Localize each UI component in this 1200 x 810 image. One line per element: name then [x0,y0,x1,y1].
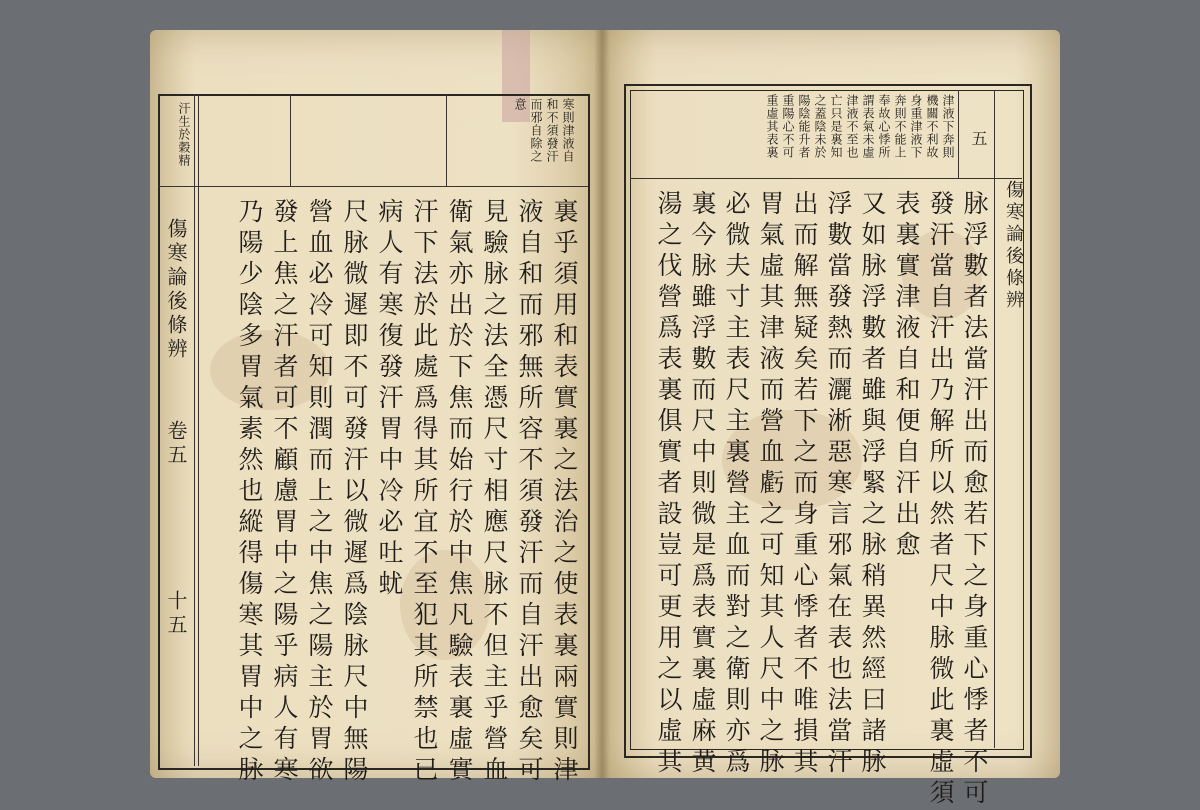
right-note-4: 奔則不能上 [893,94,907,159]
left-text-col-2: 液自和而邪無所容不須發汗而自汗出愈矣可 [515,198,544,787]
right-header-label: 五 [969,130,988,147]
right-text-col-6: 出而解無疑矣若下之而身重心悸者不唯損其 [790,190,819,779]
right-text-col-7: 胃氣虛其津液而營血虧之可知其人尺中之脉 [756,190,785,779]
left-spine-page: 十五 [164,590,188,638]
left-text-col-5: 汗下法於此處爲得其所宜不至犯其所禁也已 [410,198,439,787]
left-note-1: 寒則津液自 [561,98,575,163]
right-text-col-1: 脉浮數者法當汗出而愈若下之身重心悸者不可 [960,190,989,810]
right-text-col-3: 表裏實津液自和便自汗出愈 [892,190,921,562]
right-note-3: 身重津液下 [909,94,923,159]
left-header-note: 汗生於穀精 [177,102,191,167]
left-text-col-8: 營血必冷可知則潤而上之中焦之陽主於胃欲 [305,198,334,787]
right-note-11: 重陽心不可 [781,94,795,159]
left-page [150,30,602,787]
right-note-12: 重虛其表裏 [765,94,779,159]
right-note-1: 津液下奔則 [941,94,955,159]
left-note-3: 而邪自除之 [529,98,543,163]
left-spine-volume: 卷五 [164,420,188,468]
left-text-col-10: 乃陽少陰多胃氣素然也縱得傷寒其胃中之脉 [235,198,264,787]
right-note-8: 亡只是裏知 [829,94,843,159]
left-note-2: 和不須發汗 [545,98,559,163]
right-text-col-8: 必微夫寸主表尺主裏營主血而對之衛則亦爲 [722,190,751,779]
right-spine-title: 傷寒論後條辨 [1003,180,1024,312]
left-text-col-6: 病人有寒復發汗胃中冷必吐蚘 [375,198,404,601]
right-text-col-10: 湯之伐營爲表裏俱實者設豈可更用之以虛其 [654,190,683,779]
open-book [150,30,1060,810]
right-note-6: 謂表氣未虛 [861,94,875,159]
left-note-4: 意 [513,98,527,111]
right-note-2: 機關不利故 [925,94,939,159]
right-text-col-9: 裏今脉雖浮數而尺中則微是爲表實裏虛麻黄 [688,190,717,779]
right-note-5: 奉故心悸所 [877,94,891,159]
right-note-9: 之蓋陰未於 [813,94,827,159]
left-text-col-1: 裏乎須用和表實裏之法治之使表裏兩實則津 [550,198,579,787]
right-note-10: 陽陰能升者 [797,94,811,159]
right-text-col-4: 又如脉浮數者雖與浮緊之脉稍異然經曰諸脉 [858,190,887,779]
right-text-col-2: 發汗當自汗出乃解所以然者尺中脉微此裏虛須 [926,190,955,810]
book-gutter [594,30,610,778]
left-spine-title: 傷寒論後條辨 [164,218,188,362]
left-text-col-7: 尺脉微遲即不可發汗以微遲爲陰脉尺中無陽 [340,198,369,787]
left-text-col-3: 見驗脉之法全憑尺寸相應尺脉不但主乎營血 [480,198,509,787]
left-text-col-9: 發上焦之汗者可不顧慮胃中之陽乎病人有寒 [270,198,299,787]
right-text-col-5: 浮數當發熱而灑淅惡寒言邪氣在表也法當汗 [824,190,853,779]
right-page [602,30,1060,810]
right-note-7: 津液不至也 [845,94,859,159]
left-text-col-4: 衛氣亦出於下焦而始行於中焦凡驗表裏虛實 [445,198,474,787]
